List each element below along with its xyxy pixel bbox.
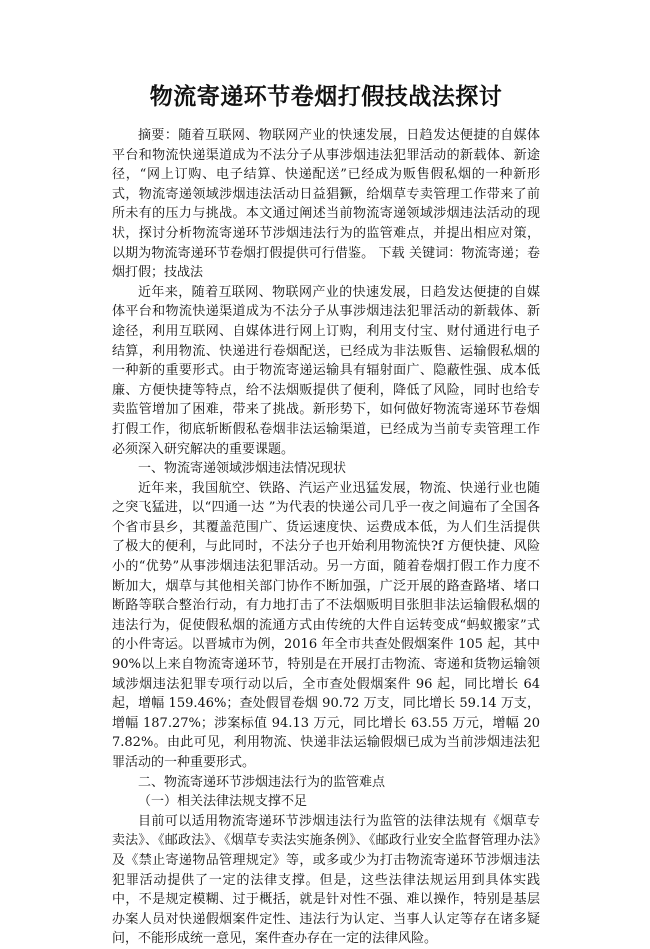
section-heading: 一、物流寄递领域涉烟违法情况现状	[138, 461, 347, 477]
abstract-paragraph: 摘要：随着互联网、物联网产业的快速发展，日趋发达便捷的自媒体平台和物流快递渠道成为不法分子从事涉烟违法犯罪活动的新载体、新途径，“网上订购、电子结算、快递配送”已经成为贩售假私烟的一种新形式，物流寄递领域涉烟违法活动日益猖獗，给烟草专卖管理工作带来了前所未有的压力与挑战。本文通过阐述当前物流寄递领域涉烟违法活动的现状，探讨分析物流寄递环节涉烟违法行为的监管难点，并提出相应对策，以期为物流寄递环节卷烟打假提供可行借鉴。 下载 关键词：物流寄递；卷烟打假；技战法	[112, 128, 540, 281]
document-title: 物流寄递环节卷烟打假技战法探讨	[149, 84, 503, 110]
body-paragraph: 目前可以适用物流寄递环节涉烟违法行为监管的法律法规有《烟草专卖法》、《邮政法》、《烟草专卖法实施条例》、《邮政行业安全监督管理办法》及《禁止寄递物品管理规定》等，或多或少为打击物流寄递环节涉烟违法犯罪活动提供了一定的法律支撑。但是，这些法律法规运用到具体实践中，不是规定模糊、过于概括，就是针对性不强、难以操作，特别是基层办案人员对快递假烟案件定性、违法行为认定、当事人认定等存在诸多疑问，不能形成统一意见，案件查办存在一定的法律风险。	[112, 813, 540, 947]
body-paragraph: 近年来，随着互联网、物联网产业的快速发展，日趋发达便捷的自媒体平台和物流快递渠道成为不法分子从事涉烟违法犯罪活动的新载体、新途径，利用互联网、自媒体进行网上订购，利用支付宝、财付通进行电子结算，利用物流、快递进行卷烟配送，已经成为非法贩售、运输假私烟的一种新的重要形式。由于物流寄递运输具有辐射面广、隐蔽性强、成本低廉、方便快捷等特点，给不法烟贩提供了便利，降低了风险，同时也给专卖监管增加了困难，带来了挑战。新形势下，如何做好物流寄递环节卷烟打假工作，彻底斩断假私卷烟非法运输渠道，已经成为当前专卖管理工作必须深入研究解决的重要课题。	[112, 284, 540, 457]
subsection-heading: （一）相关法律法规支撑不足	[138, 794, 308, 810]
section-heading: 二、物流寄递环节涉烟违法行为的监管难点	[138, 774, 386, 790]
body-paragraph: 近年来，我国航空、铁路、汽运产业迅猛发展，物流、快递行业也随之突飞猛进，以“四通一达 ”为代表的快递公司几乎一夜之间遍布了全国各个省市县乡，其覆盖范围广、货运速度快、运费成本低，为人们生活提供了极大的便利，与此同时，不法分子也开始利用物流快?f 方便快捷、风险小的“优势”从事涉烟违法犯罪活动。另一方面，随着卷烟打假工作力度不断加大，烟草与其他相关部门协作不断加强，广泛开展的路查路堵、堵口断路等联合整治行动，有力地打击了不法烟贩明目张胆非法运输假私烟的违法行为，促使假私烟的流通方式由传统的大件自运转变成“蚂蚁搬家”式的小件寄运。以晋城市为例，2016 年全市共查处假烟案件 105 起，其中 90%以上来自物流寄递环节，特别是在开展打击物流、寄递和货物运输领域涉烟违法犯罪专项行动以后，全市查处假烟案件 96 起，同比增长 64 起，增幅 159.46%；查处假冒卷烟 90.72 万支，同比增长 59.14 万支，增幅 187.27%；涉案标值 94.13 万元，同比增长 63.55 万元，增幅 207.82%。由此可见，利用物流、快递非法运输假烟已成为当前涉烟违法犯罪活动的一种重要形式。	[112, 480, 540, 770]
